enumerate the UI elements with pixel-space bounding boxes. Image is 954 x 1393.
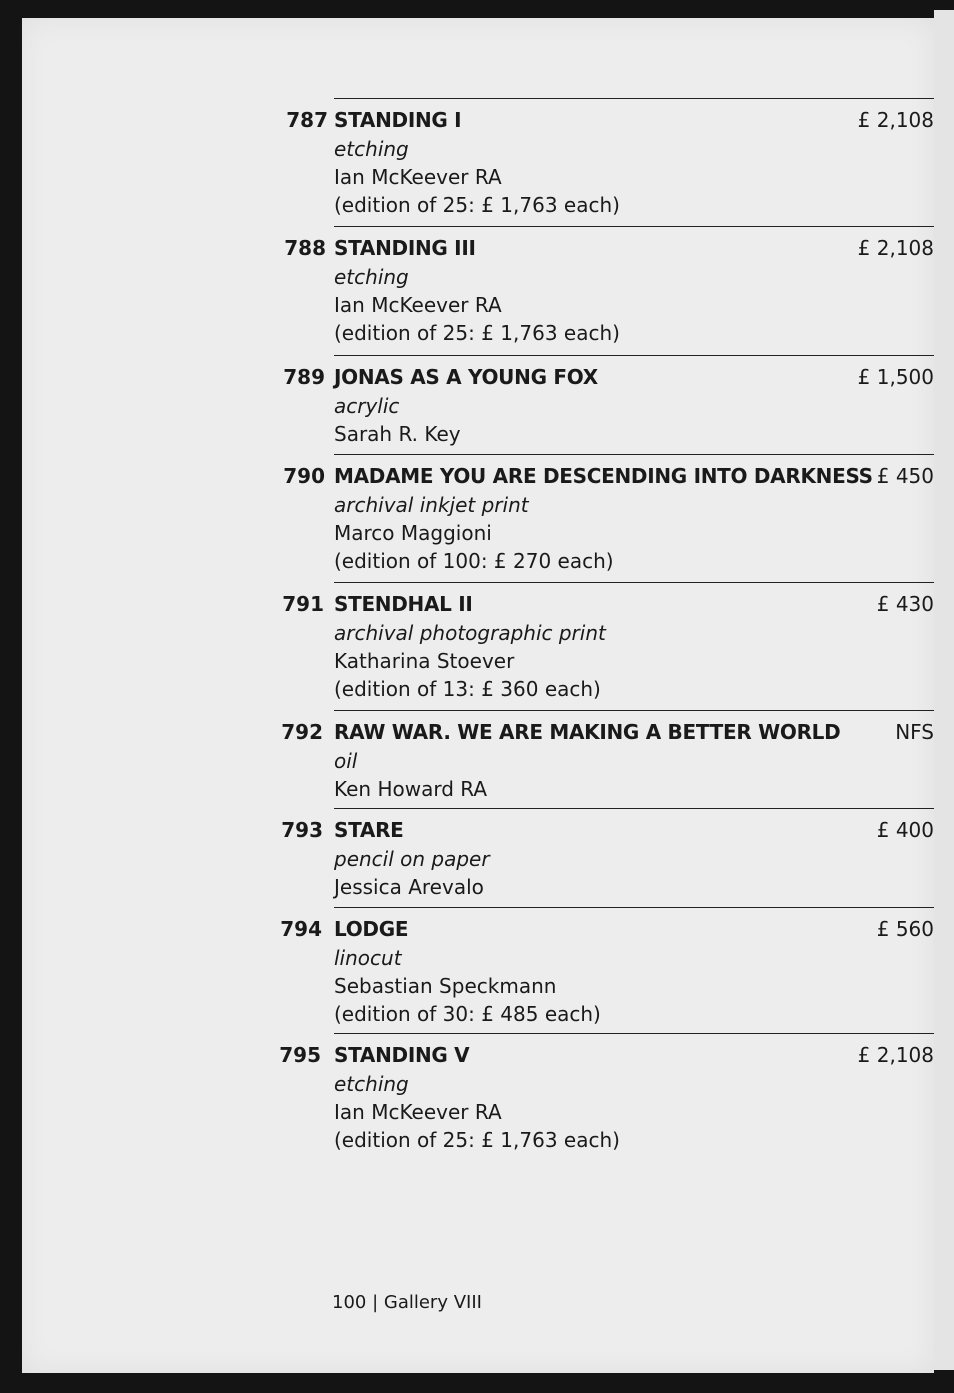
entry-rule <box>334 907 934 908</box>
entry-rule <box>334 226 934 227</box>
entry-medium: acrylic <box>334 394 400 418</box>
entry-rule <box>334 710 934 711</box>
entry-price: £ 2,108 <box>857 1043 934 1067</box>
entry-number: 793 <box>281 818 323 842</box>
entry-edition: (edition of 25: £ 1,763 each) <box>334 1128 620 1152</box>
entry-artist: Katharina Stoever <box>334 649 515 673</box>
entry-artist: Ian McKeever RA <box>334 293 502 317</box>
entry-title: STARE <box>334 818 404 842</box>
entry-medium: pencil on paper <box>334 847 490 871</box>
entry-edition: (edition of 25: £ 1,763 each) <box>334 193 620 217</box>
entry-title: STANDING V <box>334 1043 470 1067</box>
entry-medium: linocut <box>334 946 402 970</box>
entry-price: £ 430 <box>876 592 934 616</box>
entry-edition: (edition of 30: £ 485 each) <box>334 1002 601 1026</box>
entry-medium: archival photographic print <box>334 621 606 645</box>
entry-number: 787 <box>286 108 328 132</box>
entry-title: LODGE <box>334 917 409 941</box>
entry-artist: Ken Howard RA <box>334 777 488 801</box>
page-edge <box>934 10 954 1370</box>
entry-title: STENDHAL II <box>334 592 473 616</box>
entry-artist: Ian McKeever RA <box>334 1100 502 1124</box>
entry-number: 790 <box>283 464 325 488</box>
entry-medium: etching <box>334 265 409 289</box>
entry-number: 789 <box>283 365 325 389</box>
entry-edition: (edition of 13: £ 360 each) <box>334 677 601 701</box>
entry-price: £ 2,108 <box>857 108 934 132</box>
entry-edition: (edition of 25: £ 1,763 each) <box>334 321 620 345</box>
entry-medium: etching <box>334 1072 409 1096</box>
entry-price: £ 2,108 <box>857 236 934 260</box>
entry-artist: Ian McKeever RA <box>334 165 502 189</box>
entry-artist: Sarah R. Key <box>334 422 461 446</box>
entry-number: 794 <box>280 917 322 941</box>
entry-medium: archival inkjet print <box>334 493 529 517</box>
entry-medium: etching <box>334 137 409 161</box>
entry-rule <box>334 1033 934 1034</box>
entry-title: JONAS AS A YOUNG FOX <box>334 365 598 389</box>
entry-number: 788 <box>284 236 326 260</box>
entry-price: £ 400 <box>876 818 934 842</box>
entry-artist: Marco Maggioni <box>334 521 492 545</box>
entry-price: £ 1,500 <box>857 365 934 389</box>
catalogue-page <box>22 18 934 1373</box>
entry-rule <box>334 98 934 99</box>
entry-number: 795 <box>279 1043 321 1067</box>
entry-rule <box>334 355 934 356</box>
entry-title: STANDING I <box>334 108 462 132</box>
entry-price: NFS <box>895 720 934 744</box>
entry-price: £ 560 <box>876 917 934 941</box>
entry-edition: (edition of 100: £ 270 each) <box>334 549 614 573</box>
entry-artist: Sebastian Speckmann <box>334 974 557 998</box>
entry-price: £ 450 <box>876 464 934 488</box>
entry-rule <box>334 582 934 583</box>
entry-rule <box>334 808 934 809</box>
entry-medium: oil <box>334 749 358 773</box>
entry-title: MADAME YOU ARE DESCENDING INTO DARKNESS <box>334 464 873 488</box>
entry-rule <box>334 454 934 455</box>
entry-artist: Jessica Arevalo <box>334 875 484 899</box>
entry-title: RAW WAR. WE ARE MAKING A BETTER WORLD <box>334 720 841 744</box>
entry-number: 792 <box>281 720 323 744</box>
entry-title: STANDING III <box>334 236 476 260</box>
page-footer: 100 | Gallery VIII <box>332 1292 482 1313</box>
entry-number: 791 <box>282 592 324 616</box>
